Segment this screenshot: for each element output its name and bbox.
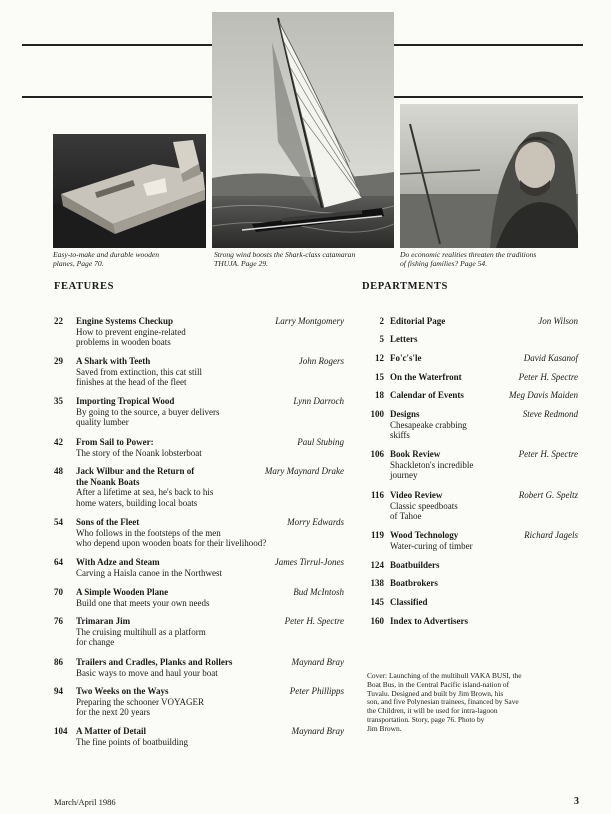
page-number: 145 xyxy=(370,597,384,607)
page-number: 5 xyxy=(379,334,384,344)
feature-entry[interactable] xyxy=(54,316,344,346)
department-entry[interactable] xyxy=(362,316,578,328)
caption-fishing-family xyxy=(400,250,584,268)
article-description: The cruising multihull as a platform xyxy=(76,626,206,637)
page-number-footer: 3 xyxy=(574,796,579,807)
department-title: Fo'c's'le xyxy=(390,353,422,363)
article-description: problems in wooden boats xyxy=(76,337,171,347)
article-title: Trailers and Cradles, Planks and Rollers xyxy=(76,657,233,667)
feature-entry[interactable] xyxy=(54,356,344,386)
article-author: Peter Phillipps xyxy=(289,686,344,696)
page-number: 48 xyxy=(54,466,63,476)
department-author: Meg Davis Maiden xyxy=(509,390,578,400)
feature-entry[interactable] xyxy=(54,657,344,677)
cover-note-line: transportation. Story, page 76. Photo by xyxy=(367,714,485,724)
article-author: Larry Montgomery xyxy=(275,316,344,326)
article-description: who depend upon wooden boats for their livelihood? xyxy=(76,538,267,548)
department-title: Index to Advertisers xyxy=(390,616,468,626)
department-author: Robert G. Speltz xyxy=(518,490,578,500)
page-number: 70 xyxy=(54,587,63,597)
department-entry[interactable] xyxy=(362,616,578,628)
cover-note-line: Boat Bus, in the Central Pacific island-nation of xyxy=(367,679,510,689)
caption-line: Do economic realities threaten the traditions xyxy=(400,250,537,259)
mid-rule-left xyxy=(22,96,212,98)
department-title: Boatbrokers xyxy=(390,578,438,588)
article-title: Two Weeks on the Ways xyxy=(76,686,169,696)
feature-entry[interactable] xyxy=(54,437,344,457)
cover-note-line: Tuvalu. Designed and built by Jim Brown, his xyxy=(367,688,504,698)
department-title: Classified xyxy=(390,597,428,607)
article-description: The story of the Noank lobsterboat xyxy=(76,447,202,458)
caption-wooden-planes xyxy=(53,250,213,268)
department-entry[interactable] xyxy=(362,390,578,402)
feature-entry[interactable] xyxy=(54,517,344,547)
department-title: On the Waterfront xyxy=(390,372,462,382)
article-title: A Shark with Teeth xyxy=(76,356,151,366)
issue-date: March/April 1986 xyxy=(54,797,116,807)
article-description: home waters, building local boats xyxy=(76,497,198,508)
page-number: 76 xyxy=(54,616,63,626)
page-number: 119 xyxy=(370,530,384,540)
page-number: 116 xyxy=(370,490,384,500)
article-author: Lynn Darroch xyxy=(293,396,344,406)
page-number: 29 xyxy=(54,356,63,366)
article-author: Peter H. Spectre xyxy=(284,616,344,626)
feature-entry[interactable] xyxy=(54,726,344,746)
mid-rule-right xyxy=(394,96,583,98)
department-entry[interactable] xyxy=(362,449,578,481)
article-title: With Adze and Steam xyxy=(76,557,160,567)
department-description: Water-curing of timber xyxy=(390,540,473,551)
article-description: Who follows in the footsteps of the men xyxy=(76,527,221,538)
page-number: 22 xyxy=(54,316,63,326)
department-description: Classic speedboats xyxy=(390,500,458,511)
top-rule-left xyxy=(22,44,212,46)
article-description: Build one that meets your own needs xyxy=(76,597,210,608)
department-author: Jon Wilson xyxy=(538,316,578,326)
department-title: Wood Technology xyxy=(390,530,459,540)
department-entry[interactable] xyxy=(362,597,578,609)
cover-note-line: Jim Brown. xyxy=(367,723,402,733)
photo-wooden-planes xyxy=(53,134,206,248)
department-description: of Tahoe xyxy=(390,511,422,521)
department-title: Book Review xyxy=(390,449,441,459)
article-title: Sons of the Fleet xyxy=(76,517,140,527)
article-description: quality lumber xyxy=(76,417,129,427)
article-title: Engine Systems Checkup xyxy=(76,316,174,326)
feature-entry[interactable] xyxy=(54,396,344,426)
page-number: 106 xyxy=(370,449,384,459)
page-number: 18 xyxy=(375,390,384,400)
article-title: Trimaran Jim xyxy=(76,616,131,626)
department-author: Steve Redmond xyxy=(522,409,578,419)
feature-entry[interactable] xyxy=(54,616,344,646)
article-author: Maynard Bray xyxy=(291,657,344,667)
department-title: Video Review xyxy=(390,490,443,500)
cover-note-line: son, and five Polynesian trainees, financed by Save xyxy=(367,697,519,707)
department-title: Calendar of Events xyxy=(390,390,464,400)
department-author: Peter H. Spectre xyxy=(518,372,578,382)
article-description: finishes at the head of the fleet xyxy=(76,377,187,387)
article-description: Basic ways to move and haul your boat xyxy=(76,667,218,678)
caption-line: Easy-to-make and durable wooden xyxy=(53,250,160,259)
caption-line: Strong wind boosts the Shark-class catamaran xyxy=(214,250,356,259)
article-title-continued: the Noank Boats xyxy=(76,476,140,487)
page-number: 2 xyxy=(379,316,384,326)
page-number: 100 xyxy=(370,409,384,419)
department-title: Boatbuilders xyxy=(390,560,440,570)
article-description: The fine points of boatbuilding xyxy=(76,736,188,747)
article-title: Importing Tropical Wood xyxy=(76,396,175,406)
article-author: John Rogers xyxy=(298,356,344,366)
department-entry[interactable] xyxy=(362,353,578,365)
caption-shark-catamaran xyxy=(214,250,398,268)
page-number: 104 xyxy=(54,726,68,736)
page-number: 64 xyxy=(54,557,63,567)
department-title: Letters xyxy=(390,334,418,344)
department-entry[interactable] xyxy=(362,560,578,572)
article-author: Mary Maynard Drake xyxy=(264,466,344,476)
cover-note-line: Cover: Launching of the multihull VAKA BUSI, the xyxy=(367,671,522,680)
article-description: Saved from extinction, this cat still xyxy=(76,366,202,377)
article-description: How to prevent engine-related xyxy=(76,326,186,337)
department-author: Peter H. Spectre xyxy=(518,449,578,459)
department-entry[interactable] xyxy=(362,578,578,590)
page-number: 15 xyxy=(375,372,384,382)
page-number: 12 xyxy=(375,353,384,363)
article-description: After a lifetime at sea, he's back to his xyxy=(76,487,214,497)
department-description: skiffs xyxy=(390,430,410,440)
article-description: for change xyxy=(76,637,115,647)
page-number: 54 xyxy=(54,517,63,527)
cover-description xyxy=(367,672,522,734)
caption-line: of fishing families? Page 54. xyxy=(400,259,488,268)
page-number: 94 xyxy=(54,686,63,696)
department-title: Editorial Page xyxy=(390,316,446,326)
article-title: A Matter of Detail xyxy=(76,726,147,736)
caption-line: THUJA. Page 29. xyxy=(214,259,268,268)
article-title: From Sail to Power: xyxy=(76,437,154,447)
department-entry[interactable] xyxy=(362,372,578,384)
department-entry[interactable] xyxy=(362,490,578,522)
top-rule-right xyxy=(394,44,583,46)
article-author: Maynard Bray xyxy=(291,726,344,736)
department-entry[interactable] xyxy=(362,530,578,552)
cover-note-line: the Children, it will be used for intra-lagoon xyxy=(367,706,498,716)
article-description: Preparing the schooner VOYAGER xyxy=(76,696,205,707)
department-description: journey xyxy=(390,470,418,480)
article-author: James Tirrul-Jones xyxy=(274,557,344,567)
article-author: Morry Edwards xyxy=(287,517,344,527)
features-heading: FEATURES xyxy=(54,281,115,292)
page-number: 86 xyxy=(54,657,63,667)
page-number: 35 xyxy=(54,396,63,406)
caption-line: planes, Page 70. xyxy=(53,259,104,268)
feature-entry[interactable] xyxy=(54,686,344,716)
feature-entry[interactable] xyxy=(54,587,344,607)
article-title: Jack Wilbur and the Return of xyxy=(76,466,195,476)
photo-shark-catamaran xyxy=(212,12,394,248)
page-number: 42 xyxy=(54,437,63,447)
article-author: Paul Stubing xyxy=(297,437,344,447)
article-title: A Simple Wooden Plane xyxy=(76,587,169,597)
department-author: Richard Jagels xyxy=(524,530,578,540)
department-entry[interactable] xyxy=(362,409,578,441)
page-number: 124 xyxy=(370,560,384,570)
department-title: Designs xyxy=(390,409,420,419)
page-number: 160 xyxy=(370,616,384,626)
departments-heading: DEPARTMENTS xyxy=(362,281,448,292)
article-description: for the next 20 years xyxy=(76,707,150,717)
article-description: Carving a Haisla canoe in the Northwest xyxy=(76,567,222,578)
department-author: David Kasanof xyxy=(523,353,578,363)
article-description: By going to the source, a buyer delivers xyxy=(76,406,220,417)
feature-entry[interactable] xyxy=(54,466,344,508)
department-entry[interactable] xyxy=(362,334,578,346)
photo-fishing-family xyxy=(400,104,578,248)
article-author: Bud McIntosh xyxy=(293,587,344,597)
department-description: Chesapeake crabbing xyxy=(390,419,467,430)
page-number: 138 xyxy=(370,578,384,588)
feature-entry[interactable] xyxy=(54,557,344,577)
department-description: Shackleton's incredible xyxy=(390,459,474,470)
